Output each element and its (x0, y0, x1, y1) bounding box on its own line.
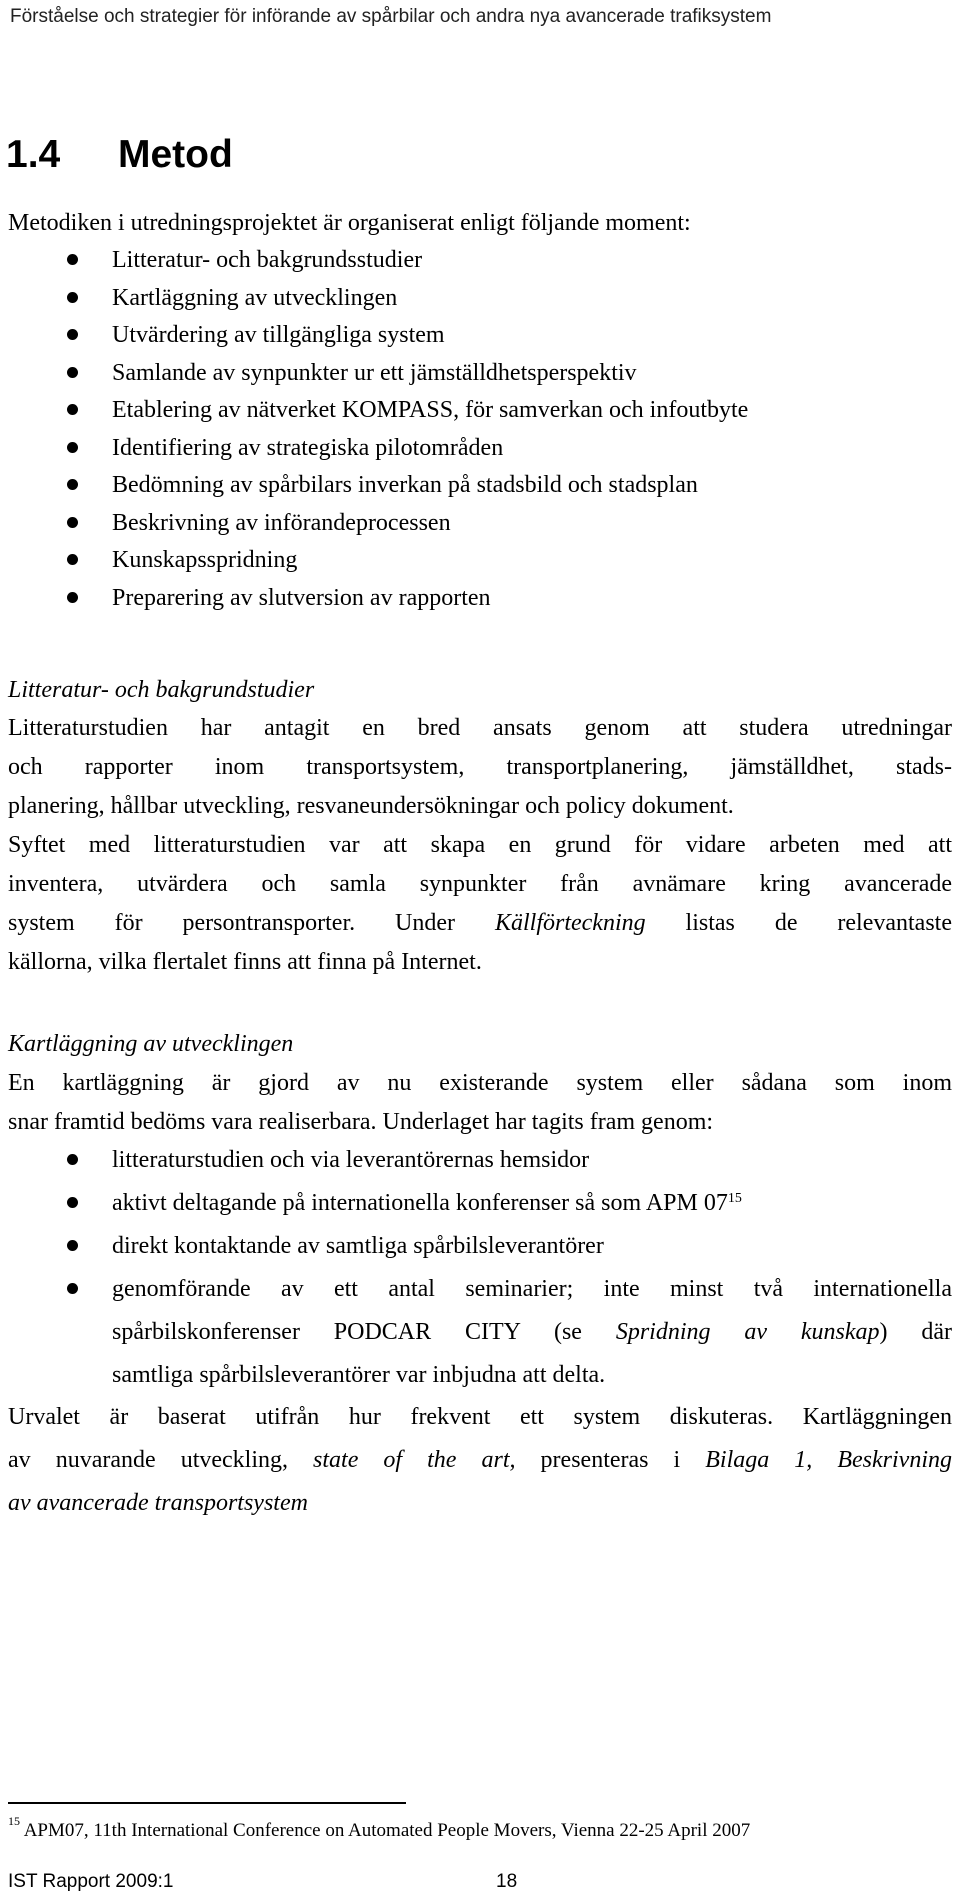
footnote-ref: 15 (727, 1191, 742, 1206)
footnote-number: 15 (8, 1814, 20, 1828)
bullet-icon (67, 554, 78, 565)
paragraph-line: Syftet med litteraturstudien var att skapa en grund för vidare arbeten med att (8, 832, 952, 858)
subheading-mapping: Kartläggning av utvecklingen (8, 1031, 294, 1057)
bullet-icon (67, 367, 78, 378)
paragraph-line: En kartläggning är gjord av nu existerande system eller sådana som inom (8, 1070, 952, 1096)
paragraph-line: inventera, utvärdera och samla synpunkter från avnämare kring avancerade (8, 871, 952, 897)
reference-kallforteckning: Källförteckning (494, 910, 646, 936)
paragraph-line: planering, hållbar utveckling, resvaneundersökningar och policy dokument. (8, 793, 734, 819)
bullet-icon (67, 442, 78, 453)
section-title: Metod (118, 133, 233, 176)
page-number: 18 (496, 1871, 518, 1892)
section-number: 1.4 (6, 133, 61, 176)
bullet-icon (67, 292, 78, 303)
paragraph-line: källorna, vilka flertalet finns att finna på Internet. (8, 949, 482, 975)
paragraph-line: snar framtid bedöms vara realiserbara. Underlaget har tagits fram genom: (8, 1109, 714, 1135)
footnote (8, 1814, 751, 1842)
document-page: Förståelse och strategier för införande av spårbilar och andra nya avancerade trafiksystem 1.4 Metod Metodiken i utredningsprojektet är organiserat enligt följande moment: Litteratur- och bakgrundsstudier Kartläggning av utvecklingen Utvärdering av tillgängliga system Samlande av synpunkter ur ett jämställdhetsperspektiv Etablering av nätverket KOMPASS, för samverkan och infoutbyte Identifiering av strategiska pilotområden Bedömning av spårbilars inverkan på stadsbild och stadsplan Beskrivning av införandeprocessen Kunskapsspridning Preparering av slutversion av rapporten Litteratur- och bakgrundstudier Litteraturstudien har antagit en bred ansats genom att studera utredningar och rapporter inom transportsystem, transportplanering, jämställdhet, stads- planering, hållbar utveckling, resvaneundersökningar och policy dokument. Syftet med litteraturstudien var att skapa en grund för vidare arbeten med att inventera, utvärdera och samla synpunkter från avnämare kring avancerade system för persontransporter. Under Källförteckning listas de relevantaste källorna, vilka flertalet finns att finna på Internet. Kartläggning av utvecklingen En kartläggning är gjord av nu existerande system eller sådana som inom snar framtid bedöms vara realiserbara. Underlaget har tagits fram genom: litteraturstudien och via leverantörernas hemsidor aktivt deltagande på internationella konferenser så som APM $07^{15}$ direkt kontaktande av samtliga spårbilsleverantörer genomförande av ett antal seminarier; inte minst två internationella spårbilskonferenser PODCAR CITY (se Spridning av kunskap) där samtliga spårbilsleverantörer var inbjudna att delta. Urvalet är baserat utifrån hur frekvent ett system diskuteras. Kartläggningen av nuvarande utveckling, state of the art, presenteras i Bilaga 1, Beskrivning av avancerade transportsystem $^{15}$ APM07, 11th International Conference on Automated People Movers, Vienna 22-25 April 2007 IST Rapport 2009:1 18 (6, 6, 952, 1892)
bullet-icon (67, 1154, 78, 1165)
footnote-separator (8, 1802, 406, 1804)
subheading-literature: Litteratur- och bakgrundstudier (8, 677, 315, 703)
footer-report-id: IST Rapport 2009:1 (8, 1871, 174, 1892)
bullet-icon (67, 1197, 78, 1208)
bullet-icon (67, 479, 78, 490)
bullet-icon (67, 404, 78, 415)
reference-bilaga: Bilaga 1, Beskrivning (705, 1447, 952, 1473)
bullet-icon (67, 254, 78, 265)
section-heading (6, 133, 233, 177)
running-header: Förståelse och strategier för införande av spårbilar och andra nya avancerade trafiksystem (10, 6, 772, 27)
paragraph-line: av avancerade transportsystem (8, 1490, 308, 1516)
bullet-icon (67, 329, 78, 340)
paragraph-line: Urvalet är baserat utifrån hur frekvent ett system diskuteras. Kartläggningen (8, 1404, 952, 1430)
bullet-icon (67, 1283, 78, 1294)
bullet-icon (67, 1240, 78, 1251)
paragraph-line: Litteraturstudien har antagit en bred ansats genom att studera utredningar (8, 715, 952, 741)
bullet-icon (67, 517, 78, 528)
paragraph-line: system för persontransporter. Under Källförteckning listas de relevantaste (8, 910, 952, 936)
bullet-icon (67, 592, 78, 603)
footnote-text: APM07, 11th International Conference on Automated People Movers, Vienna 22-25 April 2007 (23, 1820, 751, 1841)
paragraph-line: av nuvarande utveckling, state of the art, presenteras i Bilaga 1, Beskrivning (8, 1447, 952, 1473)
paragraph-line: och rapporter inom transportsystem, transportplanering, jämställdhet, stads- (8, 754, 952, 780)
reference-spridning: Spridning av kunskap (615, 1319, 880, 1345)
intro-paragraph: Metodiken i utredningsprojektet är organiserat enligt följande moment: (8, 210, 691, 236)
